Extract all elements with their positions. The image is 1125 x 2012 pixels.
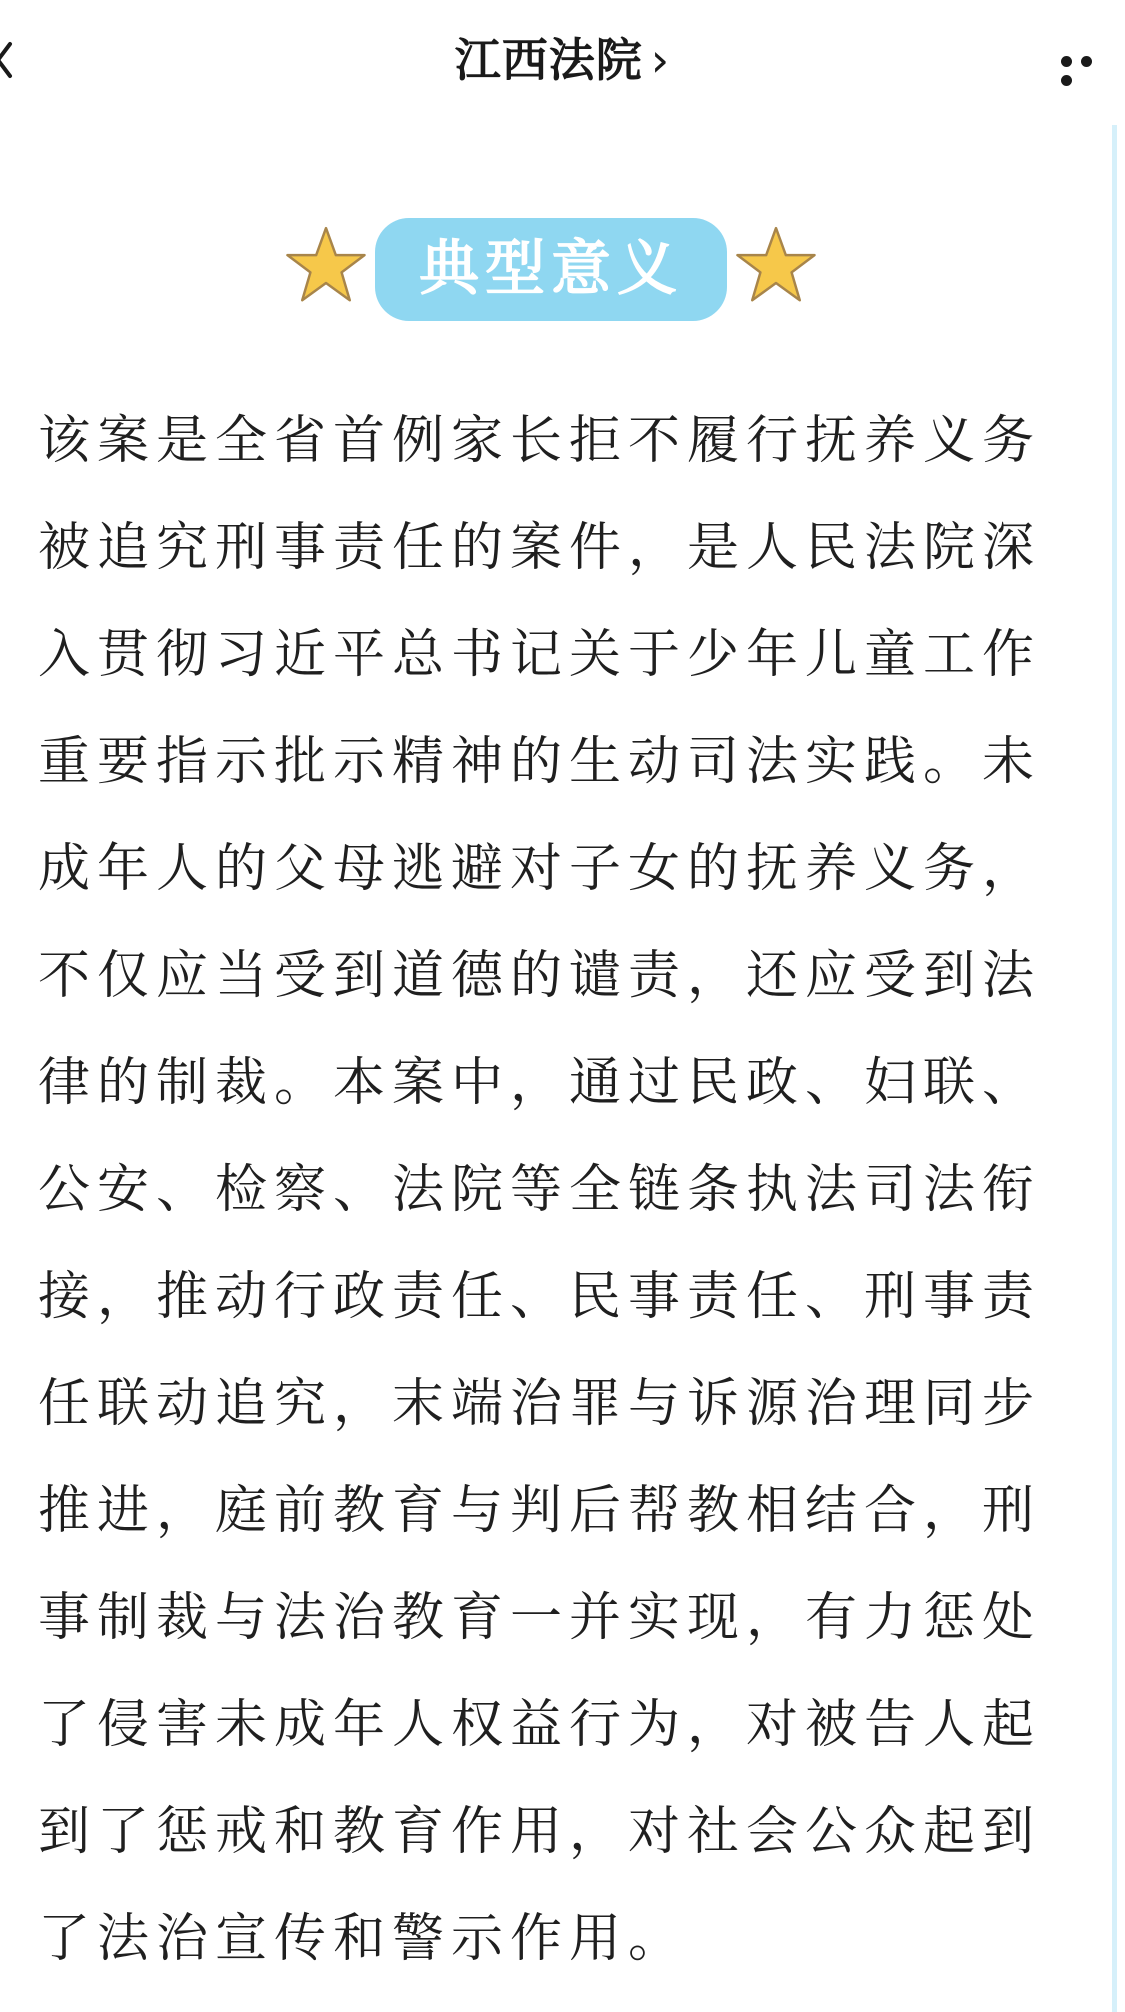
section-badge: 典型意义	[375, 218, 727, 321]
paragraph-line: 公安、检察、法院等全链条执法司法衔	[38, 1160, 1042, 1220]
chevron-right-icon[interactable]: ›	[650, 33, 671, 87]
paragraph-line: 入贯彻习近平总书记关于少年儿童工作	[38, 625, 1042, 685]
account-name[interactable]: 江西法院	[454, 33, 643, 87]
paragraph-line: 律的制裁。本案中，通过民政、妇联、	[38, 1053, 1042, 1113]
paragraph-line: 推进，庭前教育与判后帮教相结合，刑	[38, 1481, 1042, 1541]
paragraph-line: 不仅应当受到道德的谴责，还应受到法	[38, 946, 1042, 1006]
more-dots-icon[interactable]	[1061, 52, 1119, 68]
article-paragraph	[38, 388, 1068, 1993]
article-side-border	[1112, 125, 1117, 2012]
paragraph-line: 到了惩戒和教育作用，对社会公众起到	[38, 1802, 1042, 1862]
paragraph-line: 任联动追究，末端治罪与诉源治理同步	[38, 1374, 1042, 1434]
paragraph-line: 了侵害未成年人权益行为，对被告人起	[38, 1695, 1042, 1755]
paragraph-line: 被追究刑事责任的案件，是人民法院深	[38, 518, 1042, 578]
star-icon	[285, 224, 367, 306]
paragraph-line: 该案是全省首例家长拒不履行抚养义务	[38, 411, 1042, 471]
paragraph-line: 重要指示批示精神的生动司法实践。未	[38, 732, 1042, 792]
top-navigation-bar	[0, 0, 1125, 125]
star-icon	[735, 224, 817, 306]
section-heading	[0, 218, 1125, 328]
account-name-link[interactable]	[0, 24, 1125, 90]
paragraph-line: 了法治宣传和警示作用。	[38, 1909, 688, 1969]
paragraph-line: 接，推动行政责任、民事责任、刑事责	[38, 1267, 1042, 1327]
paragraph-line: 事制裁与法治教育一并实现，有力惩处	[38, 1588, 1042, 1648]
paragraph-line: 成年人的父母逃避对子女的抚养义务，	[38, 839, 1042, 899]
